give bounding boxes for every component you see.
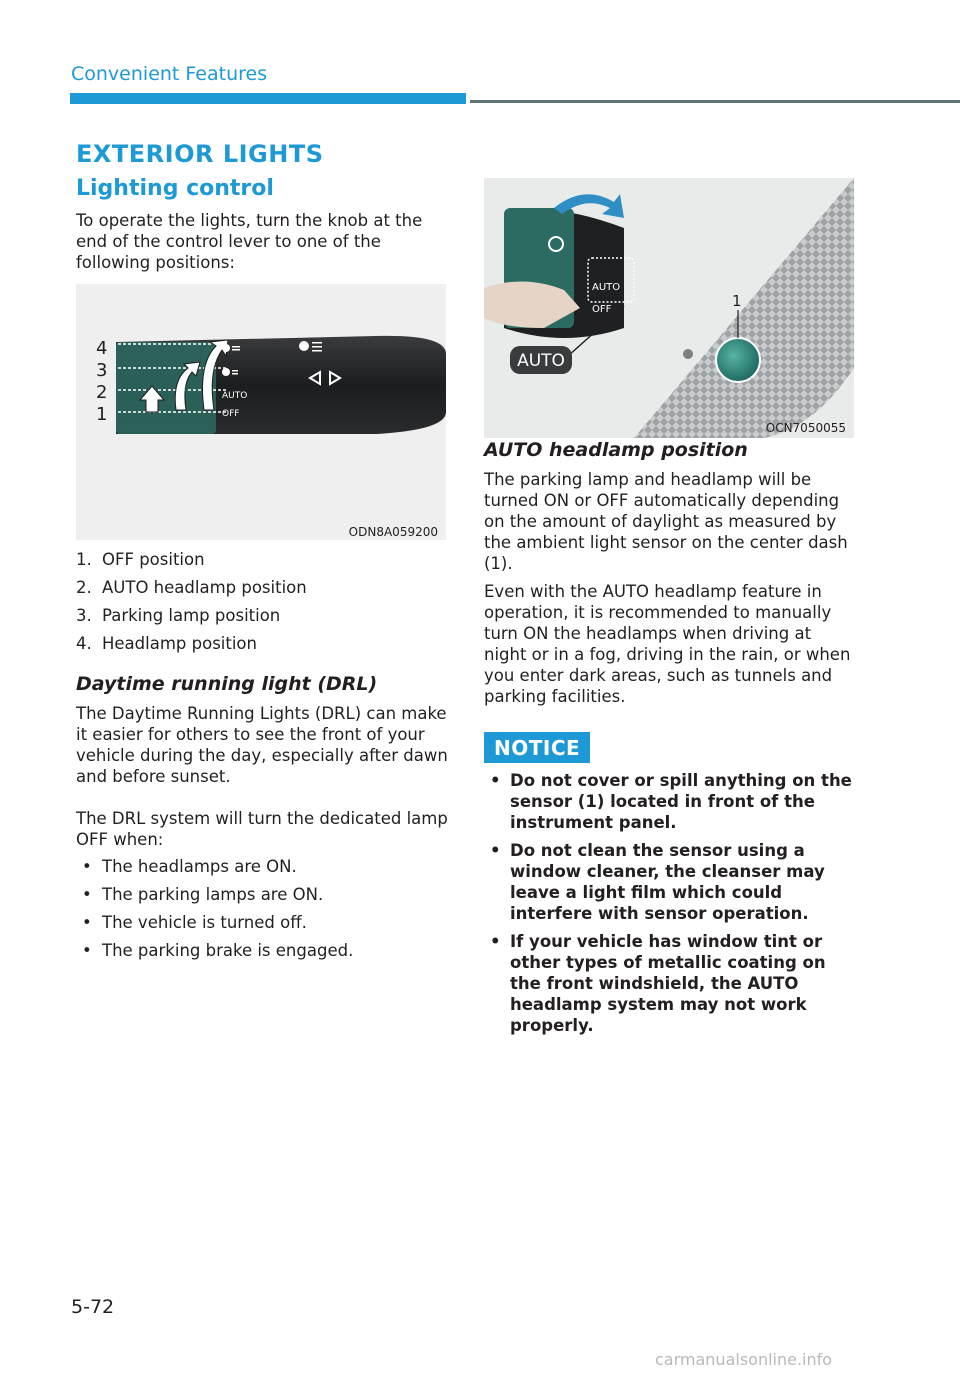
auto-headlamp-section	[484, 440, 856, 707]
auto-sensor-illustration	[484, 178, 854, 438]
header-rule-blue	[70, 93, 466, 104]
auto-heading: AUTO headlamp position	[484, 439, 748, 461]
auto-callout-label: AUTO	[517, 351, 565, 371]
figure-code: OCN7050055	[765, 421, 846, 435]
drl-bullets	[76, 856, 448, 961]
figure-code: ODN8A059200	[348, 525, 438, 539]
auto-paragraph-1: The parking lamp and headlamp will be turned ON or OFF automatically depending on the amount of daylight as measured by the ambient light sensor on the center dash (1).	[484, 470, 848, 573]
drl-paragraph-1: The Daytime Running Lights (DRL) can make it easier for others to see the front of your vehicle during the day, especially after dawn and before sunset.	[76, 704, 448, 786]
header-rule-gray	[470, 100, 960, 103]
position-label-2: 2	[96, 382, 108, 403]
control-lever-illustration	[76, 284, 446, 540]
ambient-light-sensor	[716, 338, 760, 382]
knob-auto-label: AUTO	[592, 282, 621, 293]
page-number: 5-72	[71, 1296, 115, 1318]
sensor-number-label: 1	[732, 292, 742, 310]
knob-off-label: OFF	[592, 304, 612, 315]
list-item: • The vehicle is turned off.	[76, 912, 448, 933]
list-item: 1. OFF position	[76, 550, 205, 569]
watermark: carmanualsonline.info	[655, 1350, 833, 1369]
list-item: 2. AUTO headlamp position	[76, 578, 307, 597]
lever-knob	[116, 342, 216, 434]
intro-paragraph: To operate the lights, turn the knob at the end of the control lever to one of the following positions:	[76, 211, 423, 272]
list-item: • The parking lamps are ON.	[76, 884, 448, 905]
knob-off-label: OFF	[222, 409, 240, 419]
running-header: Convenient Features	[71, 63, 268, 85]
list-item: • The headlamps are ON.	[76, 856, 448, 877]
dashboard-speaker-grille	[634, 178, 854, 438]
list-item: • Do not cover or spill anything on the sensor (1) located in front of the instrument panel.	[484, 770, 856, 833]
figure-auto-sensor	[484, 178, 854, 438]
list-item: 3. Parking lamp position	[76, 606, 281, 625]
notice-list	[484, 770, 856, 1043]
knob-auto-label: AUTO	[222, 391, 248, 401]
figure-control-lever	[76, 284, 446, 540]
drl-heading: Daytime running light (DRL)	[76, 673, 378, 695]
position-label-4: 4	[96, 338, 108, 359]
positions-list-wrap	[76, 549, 448, 661]
list-item: • The parking brake is engaged.	[76, 940, 448, 961]
drl-section	[76, 674, 448, 968]
positions-list	[76, 549, 448, 654]
subsection-title: Lighting control	[76, 176, 274, 201]
list-item: • If your vehicle has window tint or other types of metallic coating on the front windshield, the AUTO headlamp system may not work properly.	[484, 931, 856, 1036]
list-item: 4. Headlamp position	[76, 634, 257, 653]
section-title: EXTERIOR LIGHTS	[76, 140, 324, 168]
position-label-1: 1	[96, 404, 108, 425]
notice-badge: NOTICE	[484, 732, 590, 763]
list-item: • Do not clean the sensor using a window cleaner, the cleanser may leave a light film which could interfere with sensor operation.	[484, 840, 856, 924]
position-label-3: 3	[96, 360, 108, 381]
auto-paragraph-2: Even with the AUTO headlamp feature in operation, it is recommended to manually turn ON the headlamps when driving at night or in a fog, driving in the rain, or when you enter dark areas, such as tunnels and parking facilities.	[484, 582, 851, 706]
drl-paragraph-2: The DRL system will turn the dedicated lamp OFF when:	[76, 809, 448, 849]
